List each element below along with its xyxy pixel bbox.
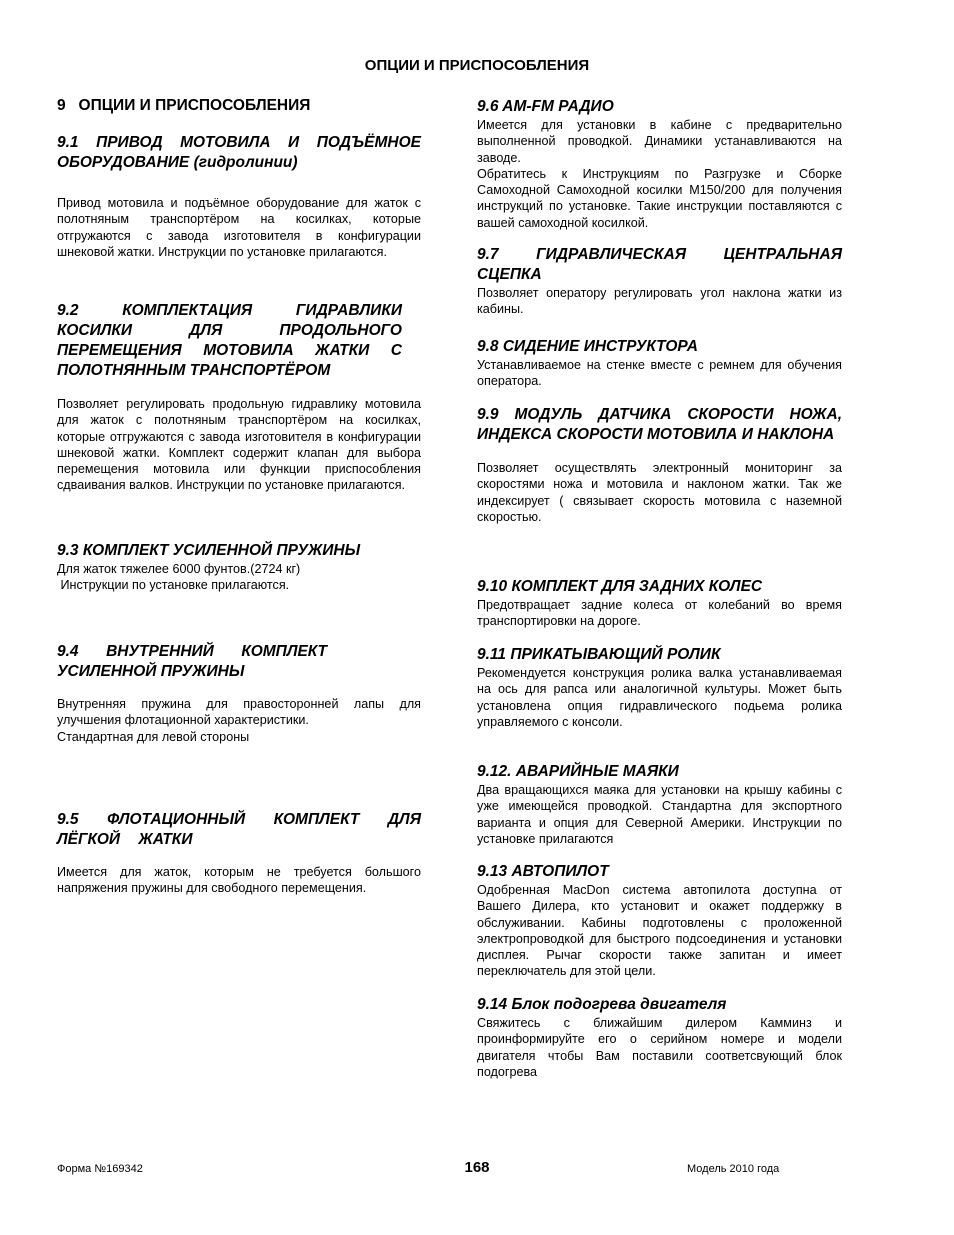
section-9-12 xyxy=(477,762,842,847)
section-heading: 9.7 ГИДРАВЛИЧЕСКАЯ ЦЕНТРАЛЬНАЯ СЦЕПКА xyxy=(477,246,842,283)
section-heading: 9.8 СИДЕНИЕ ИНСТРУКТОРА xyxy=(477,338,698,355)
section-heading: 9.4 ВНУТРЕННИЙ КОМПЛЕКТ УСИЛЕННОЙ ПРУЖИНЫ xyxy=(57,643,327,680)
section-body: Свяжитесь с ближайшим дилером Камминз и проинформируйте его о серийном номере и модели двигателя чтобы Вам поставили соответсвующий блок подогрева xyxy=(477,1016,842,1079)
section-9-3 xyxy=(57,541,421,594)
body-line: Внутренняя пружина для правосторонней лапы для улучшения флотационной характеристики. xyxy=(57,697,421,728)
section-body: Имеется для жаток, которым не требуется большого напряжения пружины для свободного перемещения. xyxy=(57,865,421,896)
section-heading: 9.5 ФЛОТАЦИОННЫЙ КОМПЛЕКТ ДЛЯ ЛЁГКОЙ ЖАТКИ xyxy=(57,811,421,848)
section-9-6 xyxy=(477,97,842,231)
body-line: Инструкции по установке прилагаются. xyxy=(57,578,290,593)
section-heading: 9.9 МОДУЛЬ ДАТЧИКА СКОРОСТИ НОЖА, ИНДЕКСА СКОРОСТИ МОТОВИЛА И НАКЛОНА xyxy=(477,406,842,443)
section-9-4 xyxy=(57,642,421,745)
section-body: Позволяет осуществлять электронный мониторинг за скоростями ножа и мотовила и наклоном жатки. Так же индексирует ( связывает скорость мотовила с наземной скоростью. xyxy=(477,461,842,524)
section-body: Рекомендуется конструкция ролика валка устанавливаемая на ось для рапса или аналогичной культуры. Может быть установлена опция гидравлического подьема ролика управляемого с консоли. xyxy=(477,666,842,729)
body-line: Имеется для установки в кабине с предварительно выполненной проводкой. Динамики устанавливаются на заводе. xyxy=(477,118,842,165)
body-line: Обратитесь к Инструкциям по Разгрузке и Сборке Самоходной Самоходной косилки M150/200 для получения инструкций по установке. Такие инструкции поставляются с вашей самоходной косилкой. xyxy=(477,166,842,230)
section-body: Позволяет оператору регулировать угол наклона жатки из кабины. xyxy=(477,286,842,317)
section-heading: 9.10 КОМПЛЕКТ ДЛЯ ЗАДНИХ КОЛЕС xyxy=(477,578,763,595)
section-9-9 xyxy=(477,405,842,525)
section-9-7 xyxy=(477,245,842,318)
section-heading: 9.6 AM-FM РАДИО xyxy=(477,98,614,115)
section-body xyxy=(57,561,421,594)
running-header: ОПЦИИ И ПРИСПОСОБЛЕНИЯ xyxy=(364,57,590,74)
section-9-10 xyxy=(477,577,842,630)
section-body xyxy=(57,696,421,745)
section-body: Одобренная MacDon система автопилота доступна от Вашего Дилера, кто установит и окажет поддержку в обслуживании. Кабины подготовлены с проложенной электропроводкой для быстрого подсоединения и установки дисплея. Рычаг скорости также запитан и имеет переключатель для этой цели. xyxy=(477,883,842,979)
section-9-5 xyxy=(57,810,421,897)
section-heading: 9.12. АВАРИЙНЫЕ МАЯКИ xyxy=(477,763,679,780)
section-heading: 9.1 ПРИВОД МОТОВИЛА И ПОДЪЁМНОЕ ОБОРУДОВАНИЕ (гидролинии) xyxy=(57,134,421,171)
page-number: 168 xyxy=(464,1159,490,1176)
body-line: Стандартная для левой стороны xyxy=(57,729,250,744)
section-body: Привод мотовила и подъёмное оборудование для жаток с полотняным транспортёром на косилках, которые отгружаются с завода изготовителя в конфигурации шнековой жатки. Инструкции по установке прилагаются. xyxy=(57,196,421,259)
section-body: Позволяет регулировать продольную гидравлику мотовила для жаток с полотняным транспортёром на косилках, которые отгружаются с завода изготовителя в конфигурации шнековой жатки. Комплект содержит клапан для выбора перемещения мотовила или функции приспособления сдваивания валков. Инструкции по установке прилагаются. xyxy=(57,397,421,493)
section-9-8 xyxy=(477,337,842,390)
section-heading: 9.14 Блок подогрева двигателя xyxy=(477,996,727,1013)
section-body: Два вращающихся маяка для установки на крышу кабины с уже имеющейся проводкой. Стандартна для экспортного варианта и опция для Северной Америки. Инструкции по установке прилагаются xyxy=(477,783,842,846)
section-9-13 xyxy=(477,862,842,980)
section-9-11 xyxy=(477,645,842,730)
section-heading: 9.2 КОМПЛЕКТАЦИЯ ГИДРАВЛИКИ КОСИЛКИ ДЛЯ ПРОДОЛЬНОГО ПЕРЕМЕЩЕНИЯ МОТОВИЛА ЖАТКИ С ПОЛОТНЯННЫМ ТРАНСПОРТЁРОМ xyxy=(57,302,402,379)
section-9-2 xyxy=(57,301,421,494)
section-9-14 xyxy=(477,995,842,1080)
section-body xyxy=(477,117,842,231)
section-body: Предотвращает задние колеса от колебаний во время транспортировки на дороге. xyxy=(477,598,842,629)
chapter-heading xyxy=(57,97,421,115)
section-heading: 9.3 КОМПЛЕКТ УСИЛЕННОЙ ПРУЖИНЫ xyxy=(57,542,361,559)
section-heading: 9.11 ПРИКАТЫВАЮЩИЙ РОЛИК xyxy=(477,646,721,663)
section-9-1 xyxy=(57,133,421,260)
model-year: Модель 2010 года xyxy=(687,1163,780,1175)
body-line: Для жаток тяжелее 6000 фунтов.(2724 кг) xyxy=(57,562,301,576)
chapter-title: 9 ОПЦИИ И ПРИСПОСОБЛЕНИЯ xyxy=(57,97,311,114)
section-body: Устанавливаемое на стенке вместе с ремнем для обучения оператора. xyxy=(477,358,842,389)
form-number: Форма №169342 xyxy=(57,1163,143,1175)
section-heading: 9.13 АВТОПИЛОТ xyxy=(477,863,609,880)
